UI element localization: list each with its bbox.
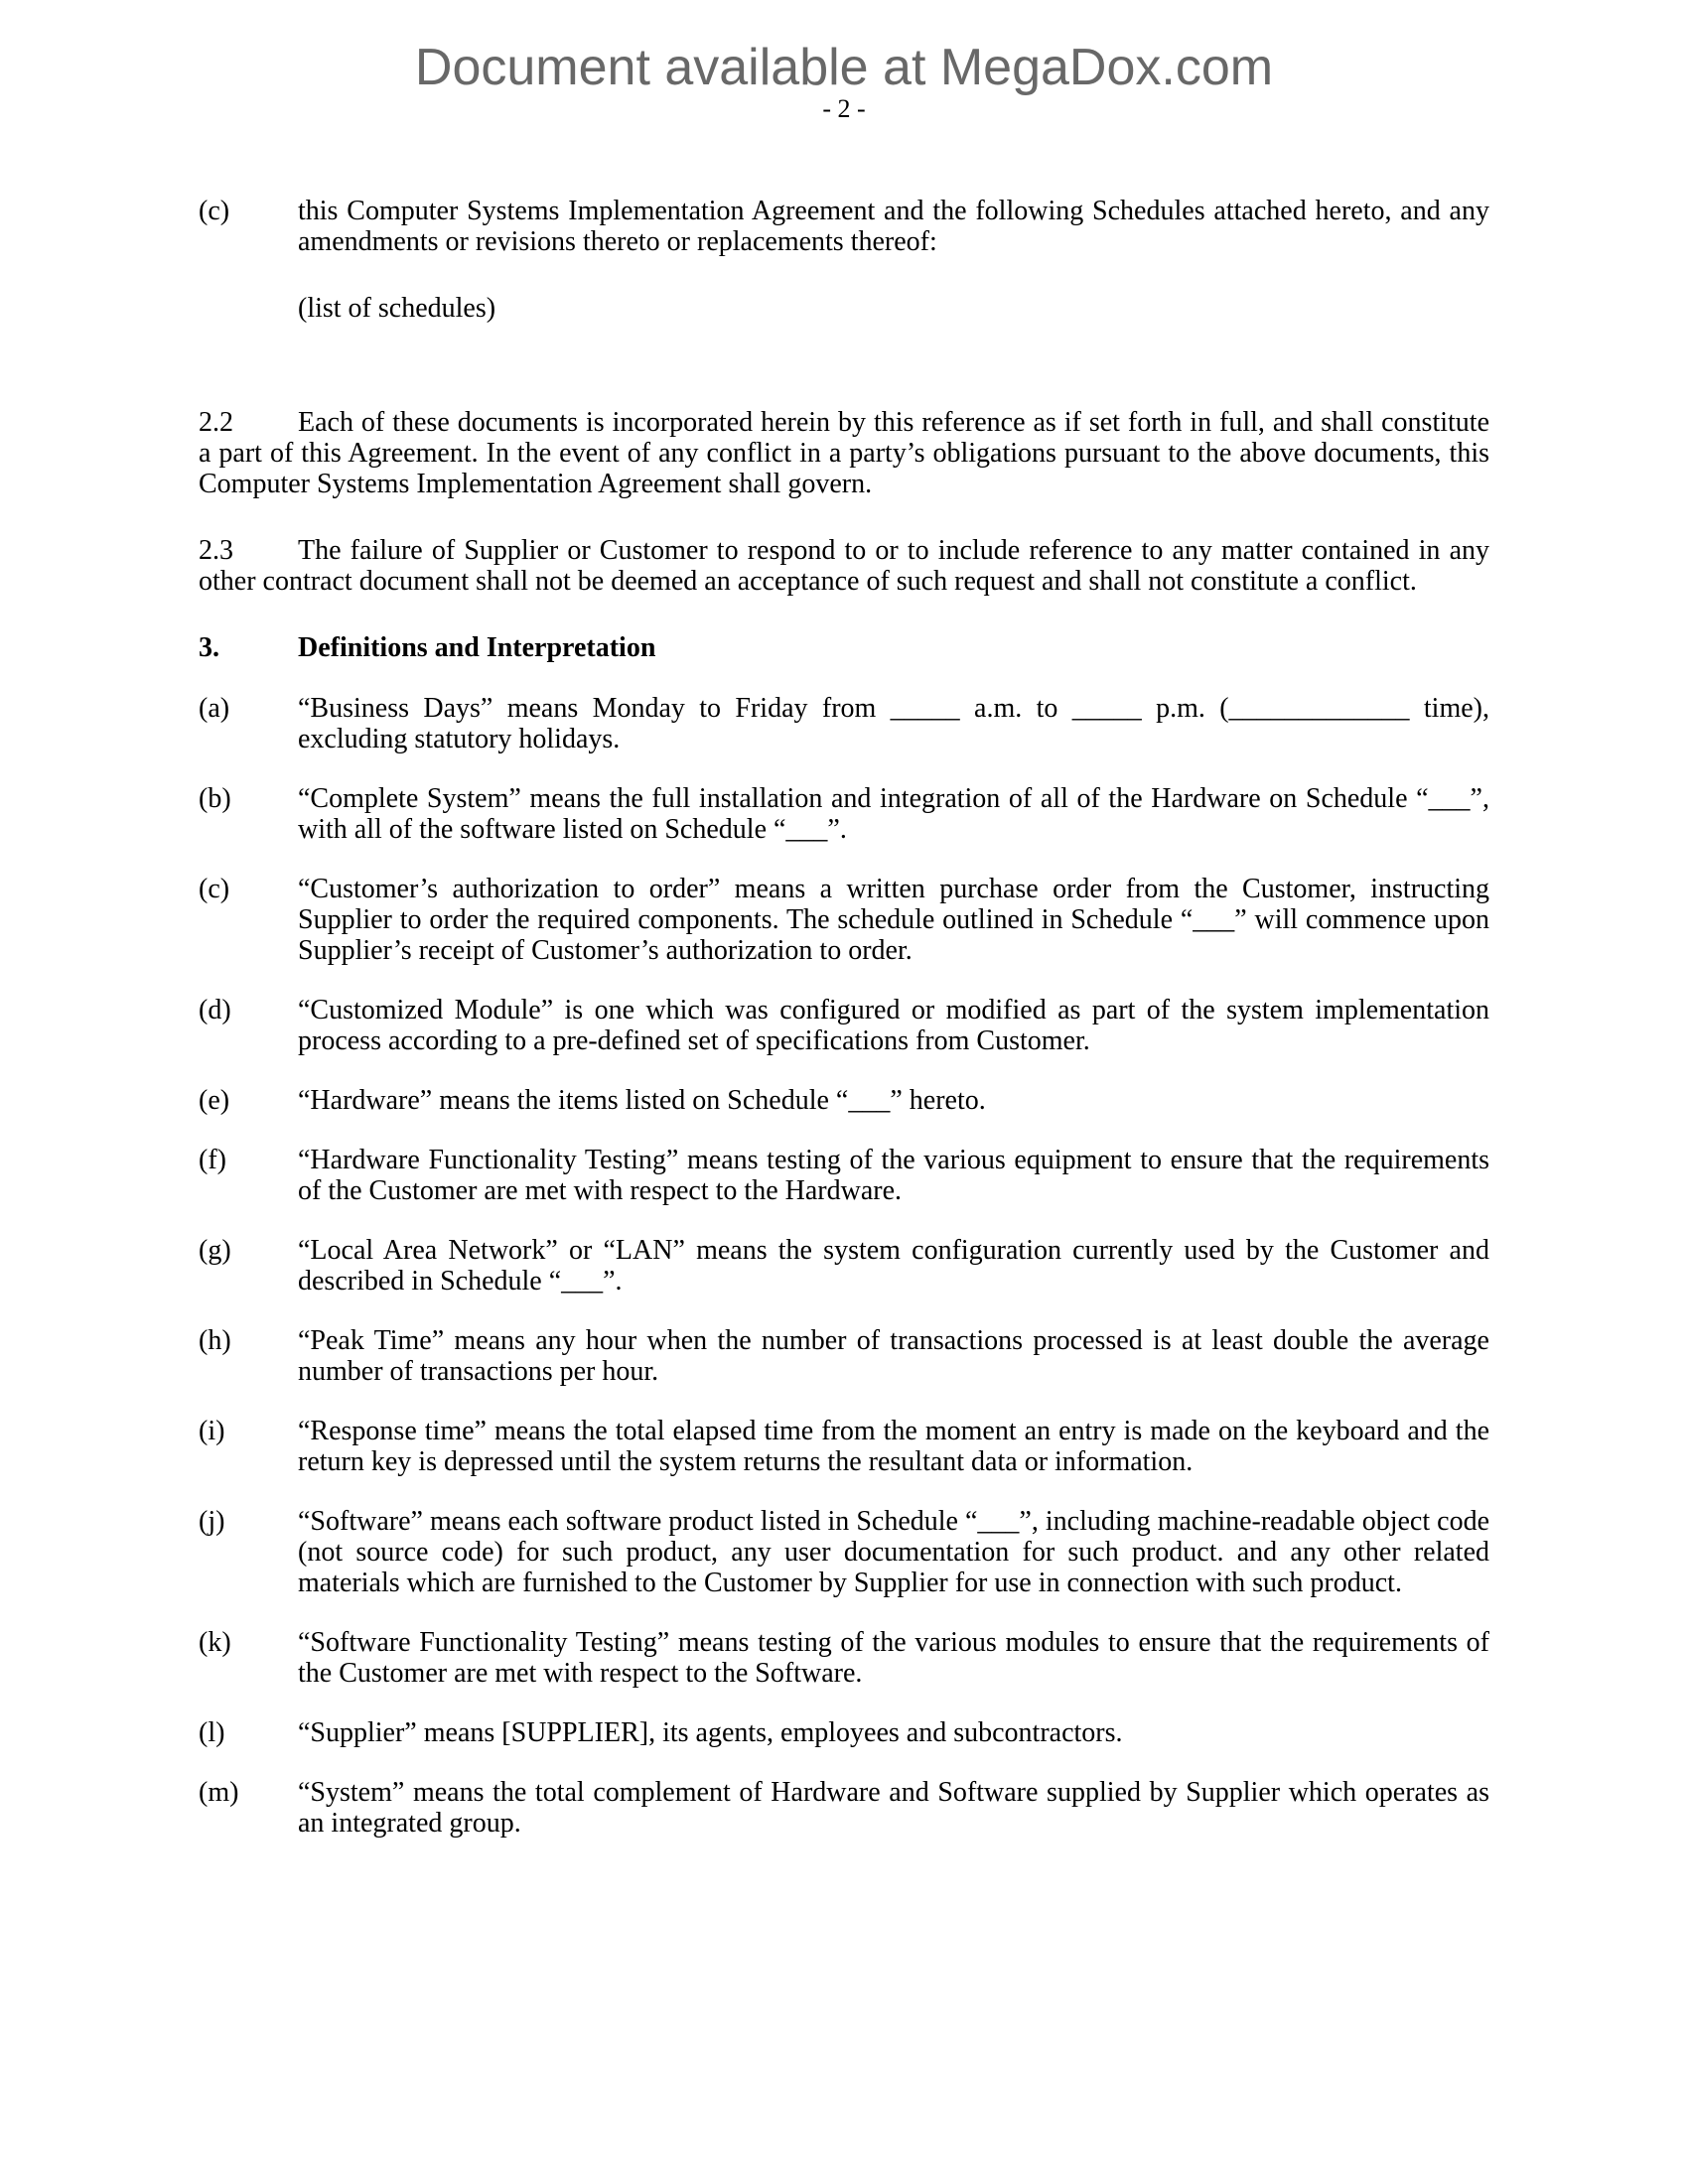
definition-item-e <box>199 1085 1489 1116</box>
definition-item-m <box>199 1777 1489 1839</box>
definition-text: “Hardware” means the items listed on Schedule “___” hereto. <box>298 1085 986 1116</box>
definition-text: “Hardware Functionality Testing” means testing of the various equipment to ensure that the requirements of the Customer are met with respect to the Hardware. <box>298 1145 1489 1206</box>
definition-label: (j) <box>199 1506 225 1537</box>
section-heading-definitions <box>199 632 1489 663</box>
definition-label: (e) <box>199 1085 230 1116</box>
definition-item-g <box>199 1235 1489 1297</box>
definition-label: (c) <box>199 874 230 904</box>
definition-text: “System” means the total complement of Hardware and Software supplied by Supplier which operates as an integrated group. <box>298 1777 1489 1839</box>
definition-text: “Customized Module” is one which was configured or modified as part of the system implementation process according to a pre-defined set of specifications from Customer. <box>298 995 1489 1056</box>
paragraph-2-3 <box>199 535 1489 597</box>
definition-label: (g) <box>199 1235 231 1266</box>
paragraph-text: Each of these documents is incorporated herein by this reference as if set forth in full, and shall constitute a part of this Agreement. In the event of any conflict in a party’s obligations pursuant to the above documents, this Computer Systems Implementation Agreement shall govern. <box>199 407 1489 499</box>
intro-item-text: this Computer Systems Implementation Agreement and the following Schedules attached hereto, and any amendments or revisions thereto or replacements thereof: <box>298 196 1489 257</box>
definition-item-f <box>199 1145 1489 1206</box>
definition-item-j <box>199 1506 1489 1598</box>
definition-text: “Supplier” means [SUPPLIER], its agents, employees and subcontractors. <box>298 1717 1123 1748</box>
section-number: 3. <box>199 632 219 663</box>
definition-label: (h) <box>199 1325 231 1356</box>
definition-label: (m) <box>199 1777 239 1808</box>
definition-item-a <box>199 693 1489 754</box>
watermark-text: Document available at MegaDox.com <box>414 39 1274 96</box>
definition-label: (a) <box>199 693 230 724</box>
document-body <box>199 196 1489 1867</box>
definition-item-l <box>199 1717 1489 1748</box>
list-of-schedules-placeholder: (list of schedules) <box>298 293 496 324</box>
definition-text: “Response time” means the total elapsed time from the moment an entry is made on the keyboard and the return key is depressed until the system returns the resultant data or information. <box>298 1416 1489 1477</box>
definition-text: “Local Area Network” or “LAN” means the system configuration currently used by the Customer and described in Schedule “___”. <box>298 1235 1489 1297</box>
section-title: Definitions and Interpretation <box>298 632 656 663</box>
intro-list-item-c <box>199 196 1489 257</box>
paragraph-2-2 <box>199 407 1489 499</box>
definition-label: (i) <box>199 1416 225 1446</box>
definition-text: “Complete System” means the full installation and integration of all of the Hardware on Schedule “___”, with all of the software listed on Schedule “___”. <box>298 783 1489 845</box>
definition-label: (f) <box>199 1145 226 1175</box>
paragraph-text: The failure of Supplier or Customer to respond to or to include reference to any matter contained in any other contract document shall not be deemed an acceptance of such request and shall not constitute a conflict. <box>199 535 1489 597</box>
definition-item-d <box>199 995 1489 1056</box>
definition-text: “Customer’s authorization to order” means a written purchase order from the Customer, instructing Supplier to order the required components. The schedule outlined in Schedule “___” will commence upon Supplier’s receipt of Customer’s authorization to order. <box>298 874 1489 966</box>
definition-item-b <box>199 783 1489 845</box>
definition-label: (d) <box>199 995 231 1025</box>
definition-item-i <box>199 1416 1489 1477</box>
definition-item-c <box>199 874 1489 966</box>
definition-text: “Software” means each software product listed in Schedule “___”, including machine-readable object code (not source code) for such product, any user documentation for such product. and any other related materials which are furnished to the Customer by Supplier for use in connection with such product. <box>298 1506 1489 1598</box>
definition-text: “Business Days” means Monday to Friday from _____ a.m. to _____ p.m. (_____________ time), excluding statutory holidays. <box>298 693 1489 754</box>
intro-item-label: (c) <box>199 196 230 226</box>
definition-label: (k) <box>199 1627 231 1658</box>
definition-item-h <box>199 1325 1489 1387</box>
paragraph-number: 2.2 <box>199 407 233 438</box>
definition-label: (b) <box>199 783 231 814</box>
definition-item-k <box>199 1627 1489 1689</box>
page-number: - 2 - <box>822 94 866 123</box>
definition-text: “Peak Time” means any hour when the number of transactions processed is at least double the average number of transactions per hour. <box>298 1325 1489 1387</box>
definition-label: (l) <box>199 1717 225 1748</box>
paragraph-number: 2.3 <box>199 535 233 566</box>
definition-text: “Software Functionality Testing” means testing of the various modules to ensure that the requirements of the Customer are met with respect to the Software. <box>298 1627 1489 1689</box>
